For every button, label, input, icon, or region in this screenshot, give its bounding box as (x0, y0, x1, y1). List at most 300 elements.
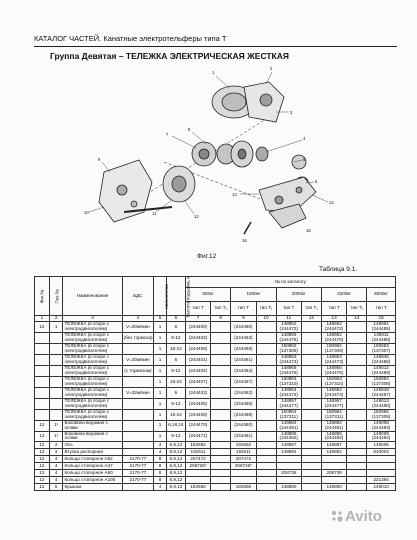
cell-c500t: (244405) (185, 399, 210, 410)
cell-name: ТЕЛЕЖКА (в сборе с электродвигателем) (63, 355, 122, 366)
cell-c2000t (276, 463, 301, 470)
cell-c500t: (244401) (185, 355, 210, 366)
cell-fig: 12 (35, 484, 50, 491)
cell-name: ТЕЛЕЖКА (в сборе с электродвигателем) (63, 333, 122, 344)
cell-c3200t: 150963 (137310) (321, 377, 346, 388)
table-row (35, 477, 396, 484)
page-header (34, 33, 397, 47)
cell-fig: 12 (35, 421, 50, 432)
cell-pos: 4 (49, 470, 63, 477)
cell-bds: V=20м/мин (122, 322, 154, 333)
cell-c1000t1 (256, 322, 276, 333)
cell-qty: 8 (154, 477, 167, 484)
cell-name: ТЕЛЕЖКА (в сборе с электродвигателем) (63, 388, 122, 399)
cell-c5000t: 148949 (244487) (367, 388, 396, 399)
cell-c5000t (367, 470, 396, 477)
cell-c1000t: (244464) (231, 366, 256, 377)
cell-c1000t1 (256, 410, 276, 421)
cell-c500t1 (211, 463, 231, 470)
cell-fig: 12 (35, 449, 50, 456)
cell-c1000t1 (256, 366, 276, 377)
cell-fig (35, 410, 50, 421)
table-caption: Таблица 9.1. (319, 266, 358, 273)
cell-bds (122, 377, 154, 388)
cell-c2000t1 (301, 484, 321, 491)
cell-c3200t1 (347, 431, 367, 442)
cell-bds (122, 484, 154, 491)
cell-c3200t1 (347, 322, 367, 333)
cell-c3200t1 (347, 366, 367, 377)
cell-c2000t: 148885 (244492) (276, 431, 301, 442)
table-body (35, 322, 396, 491)
col-fig: Фиг.№ (35, 277, 50, 316)
cell-bds (122, 431, 154, 442)
col-number: 14 (347, 316, 367, 322)
cell-c2000t1 (301, 421, 321, 432)
cell-bds: (без тормоза) (122, 333, 154, 344)
cell-c3200t1 (347, 456, 367, 463)
cell-c1000t: (244465) (231, 399, 256, 410)
cell-name: Ось (63, 442, 122, 449)
cell-c1000t: (244467) (231, 377, 256, 388)
cell-c3200t: 148952 (244472) (321, 322, 346, 333)
cell-c2000t: 208738 (276, 470, 301, 477)
cell-c3200t1 (347, 470, 367, 477)
callout-4: 4 (303, 136, 306, 141)
cell-pos: 2 (49, 442, 63, 449)
cell-c3200t (321, 463, 346, 470)
cell-c2000t (276, 477, 301, 484)
cell-c500t: (244470) (185, 421, 210, 432)
cell-c2000t1 (301, 463, 321, 470)
cell-c2000t1 (301, 470, 321, 477)
header-text: КАТАЛОГ ЧАСТЕЙ. Канатные электротельферы типа Т (34, 34, 227, 43)
cell-c3200t1 (347, 410, 367, 421)
col-number: 1 (35, 316, 50, 322)
cell-c1000t1 (256, 333, 276, 344)
type-t1: тип Т₁ (301, 302, 321, 316)
cell-c3200t1 (347, 449, 367, 456)
cell-name: Крышка (63, 484, 122, 491)
cell-c500t1 (211, 431, 231, 442)
type-t: тип Т (321, 302, 346, 316)
parts-table (34, 276, 396, 491)
cell-qty: 1 (154, 431, 167, 442)
cell-bds (122, 399, 154, 410)
cell-fig (35, 344, 50, 355)
cell-fig: 12 (35, 470, 50, 477)
col-pos: Поз.№ (49, 277, 63, 316)
cell-bds: V=32м/мин (122, 388, 154, 399)
col-number: 9 (231, 316, 256, 322)
cell-pos: 4 (49, 477, 63, 484)
cell-bds (122, 410, 154, 421)
cell-pos: 5 (49, 484, 63, 491)
cell-c5000t: 148948 (244486) (367, 355, 396, 366)
cell-c5000t: 149008 (244493) (367, 421, 396, 432)
cell-fig: 12 (35, 322, 50, 333)
cell-c1000t: (244460) (231, 322, 256, 333)
cell-name: Кольцо стопорное А52 (63, 456, 122, 463)
callout-9: 9 (98, 157, 101, 162)
cell-pos: 4 (49, 456, 63, 463)
cell-fig: 12 (35, 456, 50, 463)
col-catalog: № по каталогу (185, 277, 395, 288)
cell-qty: 1 (154, 377, 167, 388)
callout-3: 3 (290, 110, 293, 115)
avito-dots-icon (331, 510, 343, 522)
cell-h: 6 (166, 388, 185, 399)
cell-c2000t: 150964 (137311) (276, 410, 301, 421)
cell-c2000t: 148952 (244472) (276, 322, 301, 333)
cell-c5000t: 149009 (244494) (367, 431, 396, 442)
cell-c500t1 (211, 377, 231, 388)
cell-fig: 12 (35, 442, 50, 449)
cell-name: ТЕЛЕЖКА (в сборе с электродвигателем) (63, 377, 122, 388)
table-row (35, 344, 396, 355)
cell-qty: 1 (154, 344, 167, 355)
cell-c2000t1 (301, 366, 321, 377)
cell-name: Кольцо стопорное А47 (63, 463, 122, 470)
cell-c1000t: 192611 (231, 449, 256, 456)
cell-h: 9-12 (166, 431, 185, 442)
col-name: Наименование (63, 277, 122, 316)
table-row (35, 388, 396, 399)
cell-c1000t1 (256, 377, 276, 388)
cell-c500t1 (211, 355, 231, 366)
cell-name: Втулка распорная (63, 449, 122, 456)
cell-c2000t: 148956 (244476) (276, 366, 301, 377)
cell-bds (122, 344, 154, 355)
cell-c2000t1 (301, 355, 321, 366)
cell-c1000t1 (256, 449, 276, 456)
cell-c2000t: 148954 (244474) (276, 388, 301, 399)
cell-qty: 8 (154, 463, 167, 470)
cell-c3200t1 (347, 477, 367, 484)
cell-fig (35, 333, 50, 344)
cell-c2000t: 148892 (276, 449, 301, 456)
cell-c1000t: (244462) (231, 388, 256, 399)
cell-name: ТЕЛЕЖКА (в сборе с электродвигателем) (63, 399, 122, 410)
cell-h: 6 (166, 322, 185, 333)
cell-c500t1 (211, 477, 231, 484)
table-row (35, 399, 396, 410)
cell-c2000t: 148955 (244475) (276, 333, 301, 344)
cell-qty: 8 (154, 456, 167, 463)
cell-c500t1 (211, 470, 231, 477)
table-row (35, 410, 396, 421)
cell-h: 6,9,12 (166, 477, 185, 484)
cell-fig: 12 (35, 431, 50, 442)
cell-qty: 4 (154, 442, 167, 449)
avito-watermark: Avito (345, 508, 382, 525)
cell-qty: 8 (154, 470, 167, 477)
cell-c1000t1 (256, 463, 276, 470)
table-row (35, 484, 396, 491)
cell-h: 9-12 (166, 366, 185, 377)
cell-bds: 2170-77 (122, 456, 154, 463)
cell-h: 6,9,12 (166, 470, 185, 477)
cell-c2000t: 148887 (276, 442, 301, 449)
cell-c3200t: 150962 (137309) (321, 344, 346, 355)
callout-1: 1 (212, 70, 215, 75)
col-number: 15 (367, 316, 396, 322)
cell-qty: 1 (154, 399, 167, 410)
cell-c3200t1 (347, 344, 367, 355)
cell-c1000t1 (256, 477, 276, 484)
cell-c2000t: 148953 (244473) (276, 355, 301, 366)
cell-bds (122, 449, 154, 456)
cell-c5000t: 150965 (137309) (367, 410, 396, 421)
cell-h: 18-24 (166, 344, 185, 355)
cell-fig: 12 (35, 463, 50, 470)
cell-h: 18-24 (166, 377, 185, 388)
cell-fig: 12 (35, 477, 50, 484)
cap-5000: 5000кг (367, 288, 396, 302)
cell-c1000t: 192586 (231, 484, 256, 491)
cell-c1000t (231, 470, 256, 477)
cap-1000: 1000кг (231, 288, 276, 302)
cell-c3200t: 148956 (244476) (321, 366, 346, 377)
callout-2: 2 (270, 66, 273, 71)
cell-c500t: 192586 (185, 484, 210, 491)
cell-c3200t1 (347, 484, 367, 491)
cell-h: 9-12 (166, 399, 185, 410)
cell-fig (35, 399, 50, 410)
cell-c5000t: 149012 (244489) (367, 366, 396, 377)
cell-c3200t: 148953 (244473) (321, 355, 346, 366)
cell-c3200t: 148885 (244492) (321, 431, 346, 442)
cap-500: 500кг (185, 288, 230, 302)
cell-c500t: (244406) (185, 344, 210, 355)
callout-8: 8 (188, 127, 191, 132)
cell-c5000t (367, 463, 396, 470)
table-row (35, 355, 396, 366)
table-row (35, 456, 396, 463)
cell-c5000t: 150964 (137308) (367, 377, 396, 388)
cell-pos (49, 377, 63, 388)
cell-c3200t1 (347, 421, 367, 432)
cell-c3200t1 (347, 463, 367, 470)
type-t: тип Т (231, 302, 256, 316)
cell-c5000t: 149010 (367, 484, 396, 491)
cell-pos (49, 388, 63, 399)
cell-c3200t: 148957 (244477) (321, 399, 346, 410)
cell-name: Боковина ведомая с осями (63, 421, 122, 432)
cell-c1000t1 (256, 431, 276, 442)
cell-c2000t1 (301, 322, 321, 333)
cell-qty: 1 (154, 388, 167, 399)
cell-c5000t: 148951 (244485) (367, 322, 396, 333)
cell-h: 18-24 (166, 410, 185, 421)
table-row (35, 449, 396, 456)
cell-fig (35, 388, 50, 399)
cell-c500t1 (211, 399, 231, 410)
col-height: Высота подъема, м (166, 277, 185, 316)
cell-c3200t: 148952 (244475) (321, 333, 346, 344)
cell-c5000t: 150963 (137307) (367, 344, 396, 355)
cell-c1000t: 208726* (231, 463, 256, 470)
cell-c500t (185, 477, 210, 484)
cell-c2000t1 (301, 399, 321, 410)
cell-fig (35, 355, 50, 366)
cell-c1000t1 (256, 399, 276, 410)
col-number: 13 (321, 316, 346, 322)
cell-pos: 1¹ (49, 431, 63, 442)
cell-c500t: (244471) (185, 431, 210, 442)
cell-c1000t: (244461) (231, 355, 256, 366)
cell-c5000t: 149005 (367, 442, 396, 449)
cell-c1000t1 (256, 355, 276, 366)
type-t1: тип Т₁ (347, 302, 367, 316)
col-number: 3 (63, 316, 122, 322)
cell-h: 9-12 (166, 333, 185, 344)
callout-6: 6 (315, 179, 318, 184)
cell-c500t1 (211, 484, 231, 491)
cell-c2000t1 (301, 442, 321, 449)
col-number: 5 (154, 316, 167, 322)
cell-c500t1 (211, 388, 231, 399)
cell-c2000t: 150962 (137309) (276, 344, 301, 355)
col-number: 2 (49, 316, 63, 322)
cell-c3200t: 148890 (321, 484, 346, 491)
cell-fig (35, 377, 50, 388)
col-number: 12 (301, 316, 321, 322)
cell-c3200t (321, 456, 346, 463)
cell-pos (49, 355, 63, 366)
cell-c2000t1 (301, 410, 321, 421)
cell-c500t1 (211, 421, 231, 432)
cell-c5000t: 149011 (244488) (367, 333, 396, 344)
cell-c2000t1 (301, 333, 321, 344)
cell-c500t: 192611 (185, 449, 210, 456)
table-row (35, 442, 396, 449)
table-row (35, 333, 396, 344)
cap-2000: 2000кг (276, 288, 321, 302)
callout-7: 7 (166, 132, 169, 137)
cell-h: 6,9,12 (166, 449, 185, 456)
callout-5: 5 (303, 157, 306, 162)
cell-c2000t: 150963 (137310) (276, 377, 301, 388)
cell-c1000t1 (256, 484, 276, 491)
type-t: тип Т (185, 302, 210, 316)
cell-pos (49, 344, 63, 355)
cell-bds: 2170-77 (122, 463, 154, 470)
cell-c1000t1 (256, 456, 276, 463)
cell-c2000t1 (301, 456, 321, 463)
cell-c1000t1 (256, 442, 276, 449)
cell-c5000t (367, 456, 396, 463)
cell-c500t: (244407) (185, 377, 210, 388)
callout-13: 13 (232, 192, 237, 197)
cell-name: ТЕЛЕЖКА (в сборе с электродвигателем) (63, 366, 122, 377)
cell-qty: 1 (154, 366, 167, 377)
table-row (35, 463, 396, 470)
cell-h: 6,9,12 (166, 456, 185, 463)
cell-bds (122, 442, 154, 449)
cell-c2000t1 (301, 477, 321, 484)
cell-c500t: (244402) (185, 388, 210, 399)
cell-c500t1 (211, 442, 231, 449)
callout-11: 11 (152, 211, 157, 216)
cell-c3200t1 (347, 333, 367, 344)
cell-pos: 4 (49, 463, 63, 470)
cell-c3200t: 150964 (137311) (321, 410, 346, 421)
cell-c2000t1 (301, 344, 321, 355)
cell-c1000t1 (256, 470, 276, 477)
cell-c500t (185, 470, 210, 477)
cell-c500t1 (211, 456, 231, 463)
cell-c2000t (276, 456, 301, 463)
cell-c3200t (321, 477, 346, 484)
cell-c1000t1 (256, 388, 276, 399)
cell-c3200t: 148892 (321, 449, 346, 456)
type-t: тип Т (276, 302, 301, 316)
cell-c500t: (244400) (185, 322, 210, 333)
cell-name: Кольцо стопорное А100 (63, 477, 122, 484)
cell-c1000t (231, 477, 256, 484)
cell-c3200t1 (347, 377, 367, 388)
group-title: Группа Девятая – ТЕЛЕЖКА ЭЛЕКТРИЧЕСКАЯ ЖЕСТКАЯ (50, 51, 289, 61)
cell-qty: 1 (154, 333, 167, 344)
table-row (35, 366, 396, 377)
cell-pos: 3 (49, 449, 63, 456)
cell-c500t: (244404) (185, 366, 210, 377)
cell-c500t: 208726* (185, 463, 210, 470)
cell-c2000t: 148884 (244491) (276, 421, 301, 432)
cell-c2000t: 148890 (276, 484, 301, 491)
cell-h: 6,9,12 (166, 484, 185, 491)
cell-c500t1 (211, 410, 231, 421)
callout-16: 16 (242, 238, 247, 243)
figure-caption: Фиг.12 (197, 253, 217, 260)
cell-qty: 4 (154, 449, 167, 456)
table-header-row-1 (35, 277, 396, 288)
cell-c3200t1 (347, 399, 367, 410)
cell-c500t1 (211, 449, 231, 456)
cell-c1000t: 207472 (231, 456, 256, 463)
cell-qty: 1 (154, 322, 167, 333)
cell-name: ТЕЛЕЖКА (в сборе с электродвигателем) (63, 322, 122, 333)
col-number: 11 (276, 316, 301, 322)
cell-qty: 4 (154, 484, 167, 491)
cell-h: 6,9,12 (166, 442, 185, 449)
cell-c2000t1 (301, 431, 321, 442)
cell-qty: 1 (154, 421, 167, 432)
cell-bds: 2170-77 (122, 477, 154, 484)
cell-pos: 1¹ (49, 421, 63, 432)
cell-c5000t: 149013 (244490) (367, 399, 396, 410)
table-row (35, 322, 396, 333)
cell-fig (35, 366, 50, 377)
cell-bds (122, 421, 154, 432)
cell-name: ТЕЛЕЖКА (в сборе с электродвигателем) (63, 410, 122, 421)
callout-14: 14 (329, 200, 334, 205)
table-row (35, 377, 396, 388)
cap-3200: 3200кг (321, 288, 366, 302)
cell-c500t1 (211, 366, 231, 377)
col-number: 7 (185, 316, 210, 322)
cell-c1000t: 192582 (231, 442, 256, 449)
cell-pos (49, 366, 63, 377)
cell-c1000t: (244466) (231, 344, 256, 355)
cell-c1000t: (244468) (231, 410, 256, 421)
cell-c2000t: 148957 (244477) (276, 399, 301, 410)
col-number: 10 (256, 316, 276, 322)
cell-c500t1 (211, 333, 231, 344)
cell-pos (49, 410, 63, 421)
cell-name: ТЕЛЕЖКА (в сборе с электродвигателем) (63, 344, 122, 355)
